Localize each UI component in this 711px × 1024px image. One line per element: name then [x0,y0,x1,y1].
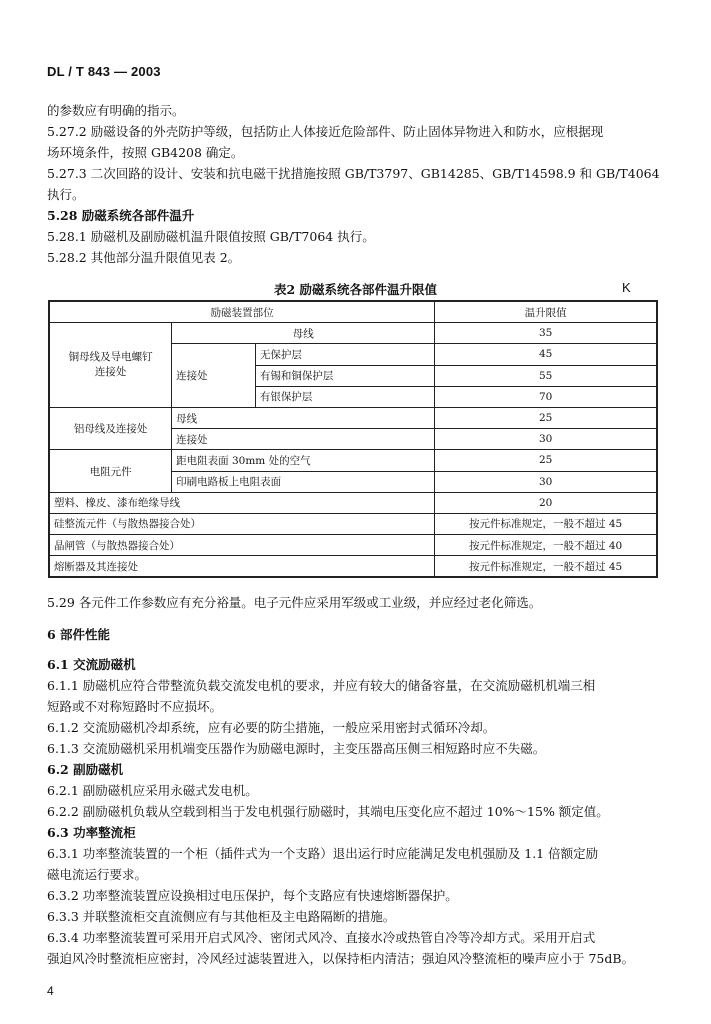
row-value: 55 [435,365,657,386]
section-heading: 6 部件性能 [47,627,111,642]
row-value: 30 [435,429,657,450]
table-row [49,535,657,556]
header-part: 励磁装置部位 [49,301,435,323]
section-heading: 6.2 副励磁机 [47,762,124,777]
text-line: 5.27.3 二次回路的设计、安装和抗电磁干扰措施按照 GB/T3797、GB14285、GB/T14598.9 和 GB/T4064 [47,166,660,181]
table-header-row [49,301,657,323]
text-line: 6.2.2 副励磁机负载从空载到相当于发电机强行励磁时，其端电压变化应不超过 10%～15% 额定值。 [47,804,609,819]
row-value: 45 [435,344,657,365]
text-line: 6.3.4 功率整流装置可采用开启式风冷、密闭式风冷、直接水冷或热管自冷等冷却方式。采用开启式 [47,930,596,945]
row-value: 25 [435,450,657,471]
row-name: 无保护层 [255,344,434,365]
copper-group-label: 铜母线及导电螺钉连接处 [49,323,172,408]
table-row [49,492,657,513]
row-name: 印刷电路板上电阻表面 [172,471,435,492]
row-value: 70 [435,386,657,407]
text-line: 5.27.2 励磁设备的外壳防护等级，包括防止人体接近危险部件、防止固体异物进入和防水，应根据现 [47,124,604,139]
resistor-group-label: 电阻元件 [49,450,172,492]
row-value: 25 [435,407,657,428]
table-unit: K [622,280,631,295]
table-row [49,513,657,534]
text-line: 6.2.1 副励磁机应采用永磁式发电机。 [47,783,258,798]
text-line: 短路或不对称短路时不应损坏。 [47,699,223,714]
row-name: 塑料、橡皮、漆布绝缘导线 [49,492,435,513]
row-name: 有锡和铜保护层 [255,365,434,386]
row-name: 硅整流元件（与散热器接合处） [49,513,435,534]
text-line: 6.1.3 交流励磁机采用机端变压器作为励磁电源时，主变压器高压侧三相短路时应不失磁。 [47,741,546,756]
text-line: 5.28.1 励磁机及副励磁机温升限值按照 GB/T7064 执行。 [47,229,375,244]
text-line: 强迫风冷时整流柜应密封，冷风经过滤装置进入，以保持柜内清洁；强迫风冷整流柜的噪声应小于 75dB。 [47,951,635,966]
text-line: 6.1.2 交流励磁机冷却系统，应有必要的防尘措施，一般应采用密封式循环冷却。 [47,720,496,735]
text-line: 执行。 [47,187,85,202]
table-row [49,323,657,344]
row-name: 熔断器及其连接处 [49,556,435,578]
alu-group-label: 铝母线及连接处 [49,407,172,449]
text-line: 6.3.3 并联整流柜交直流侧应有与其他柜及主电路隔断的措施。 [47,909,396,924]
section-heading: 6.1 交流励磁机 [47,657,136,672]
text-line: 的参数应有明确的指示。 [47,103,185,118]
document-header: DL / T 843 — 2003 [47,64,161,79]
row-name: 连接处 [172,429,435,450]
temperature-rise-table [48,300,658,578]
row-value: 30 [435,471,657,492]
text-line: 6.3.2 功率整流装置应设换相过电压保护，每个支路应有快速熔断器保护。 [47,888,458,903]
text-line: 6.1.1 励磁机应符合带整流负载交流发电机的要求，并应有较大的储备容量，在交流励磁机机端三相 [47,678,596,693]
copper-conn-label: 连接处 [172,344,256,408]
row-name: 有银保护层 [255,386,434,407]
page-number: 4 [47,984,54,998]
row-value: 20 [435,492,657,513]
table-row [49,450,657,471]
row-name: 距电阻表面 30mm 处的空气 [172,450,435,471]
section-heading: 6.3 功率整流柜 [47,825,136,840]
row-name: 晶闸管（与散热器接合处） [49,535,435,556]
text-line: 场环境条件，按照 GB4208 确定。 [47,145,244,160]
row-value: 按元件标准规定，一般不超过 45 [435,556,657,578]
text-line: 磁电流运行要求。 [47,867,148,882]
row-name: 母线 [172,323,435,344]
row-name: 母线 [172,407,435,428]
row-value: 35 [435,323,657,344]
row-value: 按元件标准规定，一般不超过 45 [435,513,657,534]
table-row [49,556,657,578]
table-row [49,407,657,428]
text-line: 5.29 各元件工作参数应有充分裕量。电子元件应采用军级或工业级，并应经过老化筛选。 [47,595,542,610]
text-line: 5.28.2 其他部分温升限值见表 2。 [47,250,241,265]
header-value: 温升限值 [435,301,657,323]
text-line: 6.3.1 功率整流装置的一个柜（插件式为一个支路）退出运行时应能满足发电机强励及 1.1 倍额定励 [47,846,599,861]
section-heading: 5.28 励磁系统各部件温升 [47,208,195,223]
row-value: 按元件标准规定，一般不超过 40 [435,535,657,556]
table-caption: 表2 励磁系统各部件温升限值 [273,282,438,297]
